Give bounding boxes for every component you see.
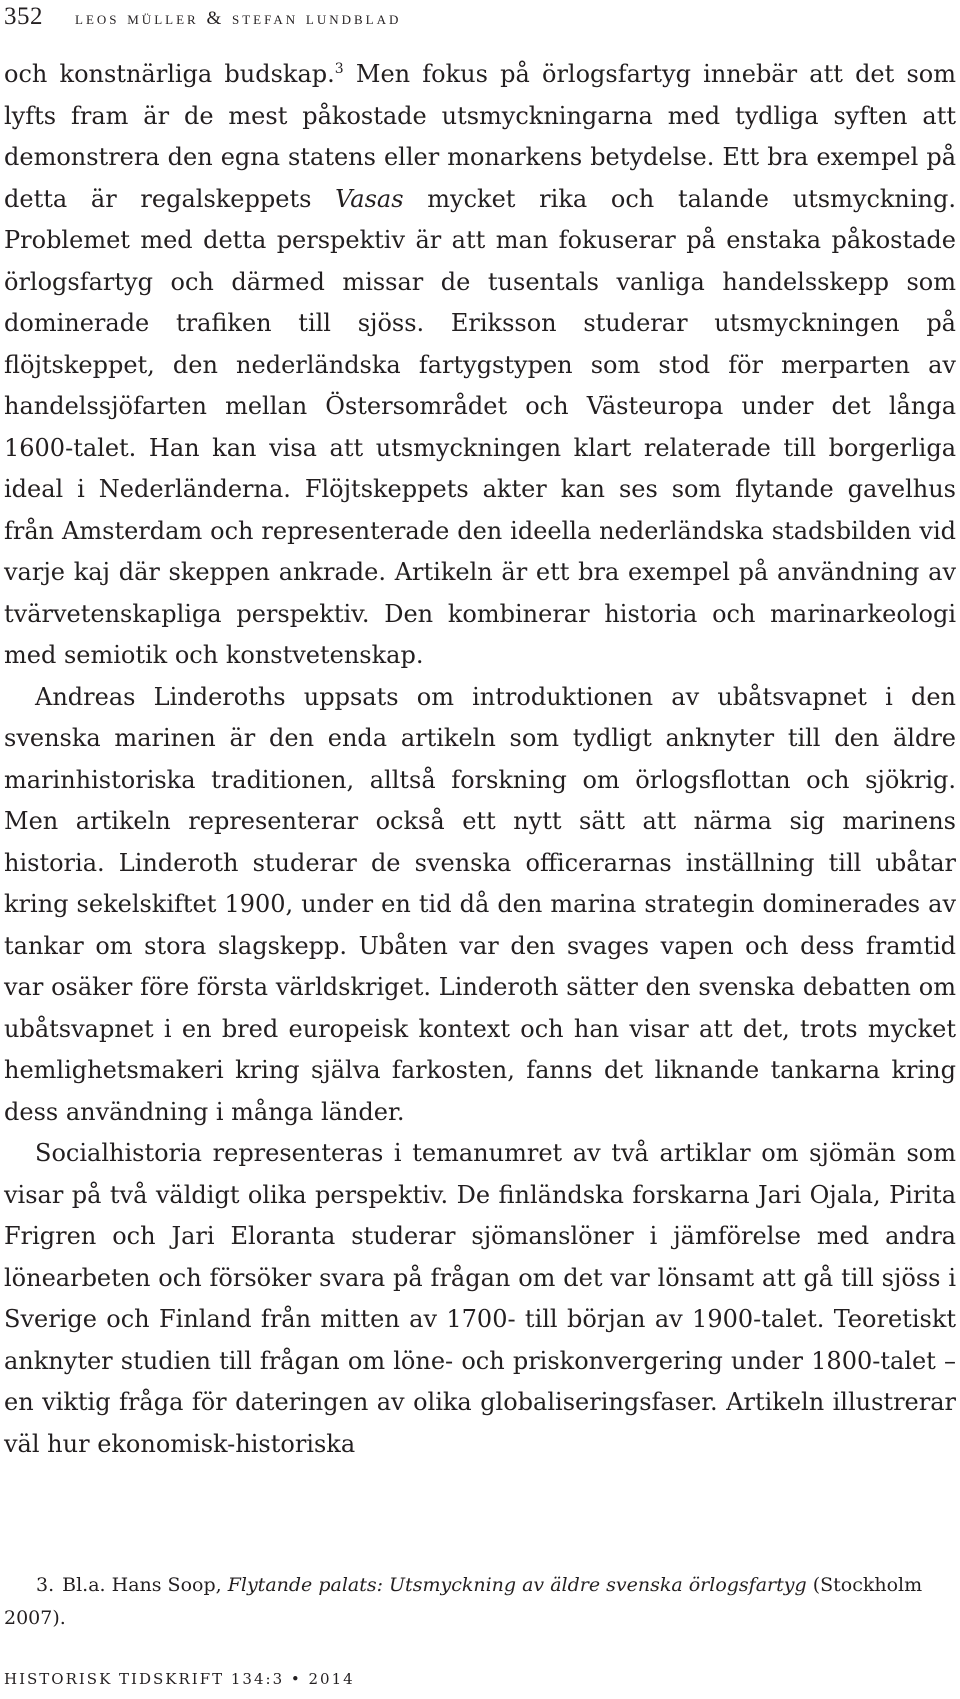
footnote-title: Flytande palats: Utsmyckning av äldre svenska örlogsfartyg: [227, 1574, 807, 1596]
footnote-number: 3.: [36, 1574, 55, 1596]
paragraph-2: Andreas Linderoths uppsats om introduktionen av ubåtsvapnet i den svenska marinen är den enda artikeln som tydligt anknyter till den äldre marinhistoriska traditionen, alltså forskning om örlogsflottan och sjökrig. Men artikeln representerar också ett nytt sätt att närma sig marinens historia. Linderoth studerar de svenska officerarnas inställning till ubåtar kring sekelskiftet 1900, under en tid då den marina strategin dominerades av tankar om stora slagskepp. Ubåten var den svages vapen och dess framtid var osäker före första världskriget. Linderoth sätter den svenska debatten om ubåtsvapnet i en bred europeisk kontext och han visar att det, trots mycket hemlighetsmakeri kring själva farkosten, fanns det liknande tankarna kring dess användning i många länder.: [4, 682, 956, 1126]
ship-name: Vasas: [335, 184, 404, 213]
paragraph-1: [4, 54, 956, 677]
body-text: [4, 54, 956, 1465]
paragraph-1-text-c: mycket rika och talande utsmyckning. Problemet med detta perspektiv är att man fokuserar på enstaka påkostade örlogsfartyg och därmed missar de tusentals vanliga handelsskepp som dominerade trafiken till sjöss. Eriksson studerar utsmyckningen på flöjtskeppet, den nederländska fartygstypen som stod för merparten av handelssjöfarten mellan Östersområdet och Västeuropa under det långa 1600-talet. Han kan visa att utsmyckningen klart relaterade till borgerliga ideal i Nederländerna. Flöjtskeppets akter kan ses som flytande gavelhus från Amsterdam och representerade den ideella nederländska stadsbilden vid varje kaj där skeppen ankrade. Artikeln är ett bra exempel på användning av tvärvetenskapliga perspektiv. Den kombinerar historia och marinarkeologi med semiotik och konstvetenskap.: [4, 184, 957, 669]
running-head: [4, 0, 401, 34]
running-head-authors: leos müller & stefan lundblad: [75, 8, 402, 29]
page-number: 352: [4, 3, 43, 30]
footnote: [4, 1569, 956, 1635]
paragraph-1-text-a: och konstnärliga budskap.: [4, 60, 335, 88]
footnote-text-b: (Stockholm 2007).: [4, 1574, 923, 1629]
footnote-text-a: Bl.a. Hans Soop,: [62, 1574, 228, 1596]
journal-footer: HISTORISK TIDSKRIFT 134:3 • 2014: [4, 1670, 355, 1688]
paragraph-3: Socialhistoria representeras i temanumret av två artiklar om sjömän som visar på två väldigt olika perspektiv. De finländska forskarna Jari Ojala, Pirita Frigren och Jari Eloranta studerar sjömanslöner i jämförelse med andra lönearbeten och försöker svara på frågan om det var lönsamt att gå till sjöss i Sverige och Finland från mitten av 1700- till början av 1900-talet. Teoretiskt anknyter studien till frågan om löne- och priskonvergering under 1800-talet – en viktig fråga för dateringen av olika globaliseringsfaser. Artikeln illustrerar väl hur ekonomisk-historiska: [4, 1139, 956, 1458]
paragraph-1-text-b: Men fokus på örlogsfartyg innebär att det som lyfts fram är de mest påkostade utsmyckningarna med tydliga syften att demonstrera den egna statens eller monarkens betydelse. Ett bra exempel på detta är regalskeppets: [4, 60, 956, 213]
footnote-reference[interactable]: 3: [334, 61, 344, 77]
